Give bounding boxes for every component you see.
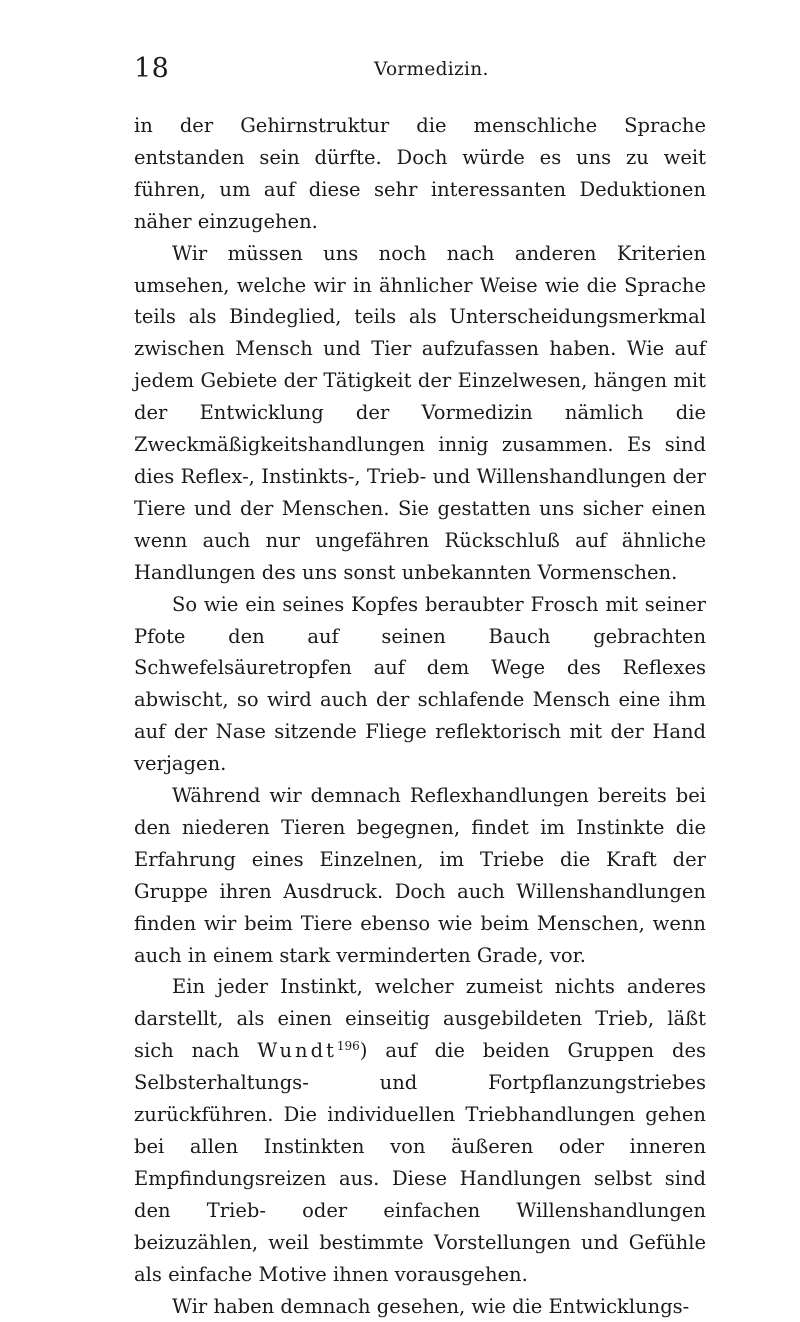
footnote-marker: 196 [336, 1039, 360, 1054]
paragraph-4: Während wir demnach Reflexhandlungen bereits bei den niederen Tieren begegnen, findet im Instinkte die Erfahrung eines Einzelnen, im Triebe die Kraft der Gruppe ihren Ausdruck. Doch auch Willenshandlungen finden wir beim Tiere ebenso wie beim Menschen, wenn auch in einem stark verminderten Grade, vor. [134, 784, 706, 967]
author-name: Wundt [257, 1039, 337, 1063]
page-number: 18 [134, 53, 170, 84]
paragraph-1: in der Gehirnstruktur die menschliche Sprache entstanden sein dürfte. Doch würde es uns zu weit führen, um auf diese sehr interessanten Deduktionen näher einzugehen. [134, 114, 706, 233]
paragraph-5 [134, 971, 706, 1290]
page-header [134, 52, 694, 92]
paragraph-2: Wir müssen uns noch nach anderen Kriterien umsehen, welche wir in ähnlicher Weise wie die Sprache teils als Bindeglied, teils als Unterscheidungsmerkmal zwischen Mensch und Tier aufzufassen haben. Wie auf jedem Gebiete der Tätigkeit der Einzelwesen, hängen mit der Entwicklung der Vormedizin nämlich die Zweckmäßigkeitshandlungen innig zusammen. Es sind dies Reflex-, Instinkts-, Trieb- und Willenshandlungen der Tiere und der Menschen. Sie gestatten uns sicher einen wenn auch nur ungefähren Rückschluß auf ähnliche Handlungen des uns sonst unbekannten Vormenschen. [134, 241, 706, 584]
paragraph-6: Wir haben demnach gesehen, wie die Entwicklungs- [172, 1294, 690, 1318]
body-text [134, 110, 706, 1322]
paragraph-3: So wie ein seines Kopfes beraubter Frosch mit seiner Pfote den auf seinen Bauch gebrachten Schwefelsäuretropfen auf dem Wege des Reflexes abwischt, so wird auch der schlafende Mensch eine ihm auf der Nase sitzende Fliege reflektorisch mit der Hand verjagen. [134, 592, 706, 776]
running-head: Vormedizin. [374, 59, 489, 80]
paragraph-5-text-before: Ein jeder Instinkt, welcher zumeist nichts anderes darstellt, als einen einseitig ausgebildeten Trieb, läßt sich nach [134, 975, 706, 1063]
paragraph-5-text-after: ) auf die beiden Gruppen des Selbsterhaltungs- und Fortpflanzungstriebes zurückführen. Die individuellen Triebhandlungen gehen bei allen Instinkten von äußeren oder inneren Empfindungsreizen aus. Diese Handlungen selbst sind den Trieb- oder einfachen Willenshandlungen beizuzählen, weil bestimmte Vorstellungen und Gefühle als einfache Motive ihnen vorausgehen. [134, 1039, 706, 1286]
